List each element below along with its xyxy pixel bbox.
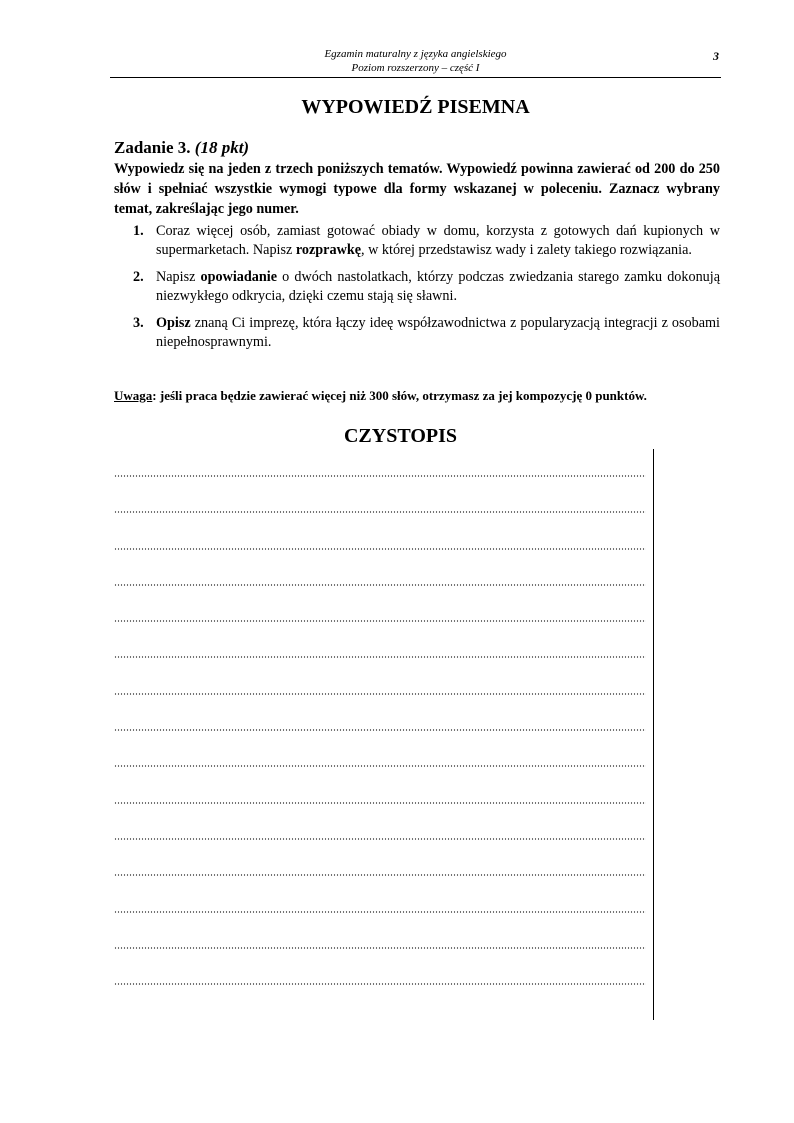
writing-line[interactable] <box>114 934 646 949</box>
topic-item[interactable] <box>114 314 720 352</box>
topic-number[interactable]: 1. <box>133 223 144 239</box>
topic-keyword: rozprawkę <box>295 242 362 258</box>
writing-line[interactable] <box>114 535 646 550</box>
margin-line <box>653 449 654 1020</box>
writing-line[interactable] <box>114 680 646 695</box>
writing-line[interactable] <box>114 898 646 913</box>
writing-area[interactable] <box>114 462 646 1006</box>
page-header <box>110 47 721 78</box>
exam-subject: Egzamin maturalny z języka angielskiego <box>324 48 507 60</box>
writing-line[interactable] <box>114 861 646 876</box>
topic-item[interactable] <box>114 268 720 306</box>
topic-text: , w której przedstawisz wady i zalety takiego rozwiązania. <box>361 242 692 258</box>
clean-copy-title: CZYSTOPIS <box>343 425 457 447</box>
note-text: : jeśli praca będzie zawierać więcej niż 300 słów, otrzymasz za jej kompozycję 0 punktów. <box>152 388 647 403</box>
page-number: 3 <box>713 49 719 63</box>
topic-text: Coraz więcej osób, zamiast gotować obiady w domu, korzysta z gotowych dań kupionych w supermarketach. Napisz <box>156 223 720 258</box>
topic-item[interactable] <box>114 222 720 260</box>
writing-line[interactable] <box>114 607 646 622</box>
topic-number[interactable]: 3. <box>133 315 144 331</box>
writing-line[interactable] <box>114 571 646 586</box>
writing-line[interactable] <box>114 498 646 513</box>
topic-keyword: Opisz <box>156 315 191 331</box>
word-limit-note <box>114 388 720 404</box>
writing-line[interactable] <box>114 970 646 985</box>
writing-line[interactable] <box>114 789 646 804</box>
topic-text: znaną Ci imprezę, która łączy ideę współzawodnictwa z popularyzacją integracji z osobami niepełnosprawnymi. <box>156 315 720 350</box>
section-title: WYPOWIEDŹ PISEMNA <box>301 96 530 118</box>
writing-line[interactable] <box>114 752 646 767</box>
note-label: Uwaga <box>114 388 153 403</box>
topic-number[interactable]: 2. <box>133 269 144 285</box>
task-heading <box>114 138 249 158</box>
task-instructions: Wypowiedz się na jeden z trzech poniższych tematów. Wypowiedź powinna zawierać od 200 do 250 słów i spełniać wszystkie wymogi typowe dla formy wskazanej w poleceniu. Zaznacz wybrany temat, zakreślając jego numer. <box>114 161 720 217</box>
topic-list <box>114 222 720 360</box>
task-points: (18 pkt) <box>194 138 250 157</box>
topic-keyword: opowiadanie <box>200 269 278 285</box>
writing-line[interactable] <box>114 825 646 840</box>
writing-line[interactable] <box>114 716 646 731</box>
writing-line[interactable] <box>114 462 646 477</box>
topic-text: Napisz <box>156 269 201 285</box>
task-label: Zadanie 3. <box>114 138 191 157</box>
writing-line[interactable] <box>114 643 646 658</box>
exam-title <box>110 47 721 75</box>
topic-text: o dwóch nastolatkach, którzy podczas zwiedzania starego zamku dokonują niezwykłego odkrycia, dzięki czemu stają się sławni. <box>156 269 720 304</box>
exam-level: Poziom rozszerzony – część I <box>351 62 480 74</box>
